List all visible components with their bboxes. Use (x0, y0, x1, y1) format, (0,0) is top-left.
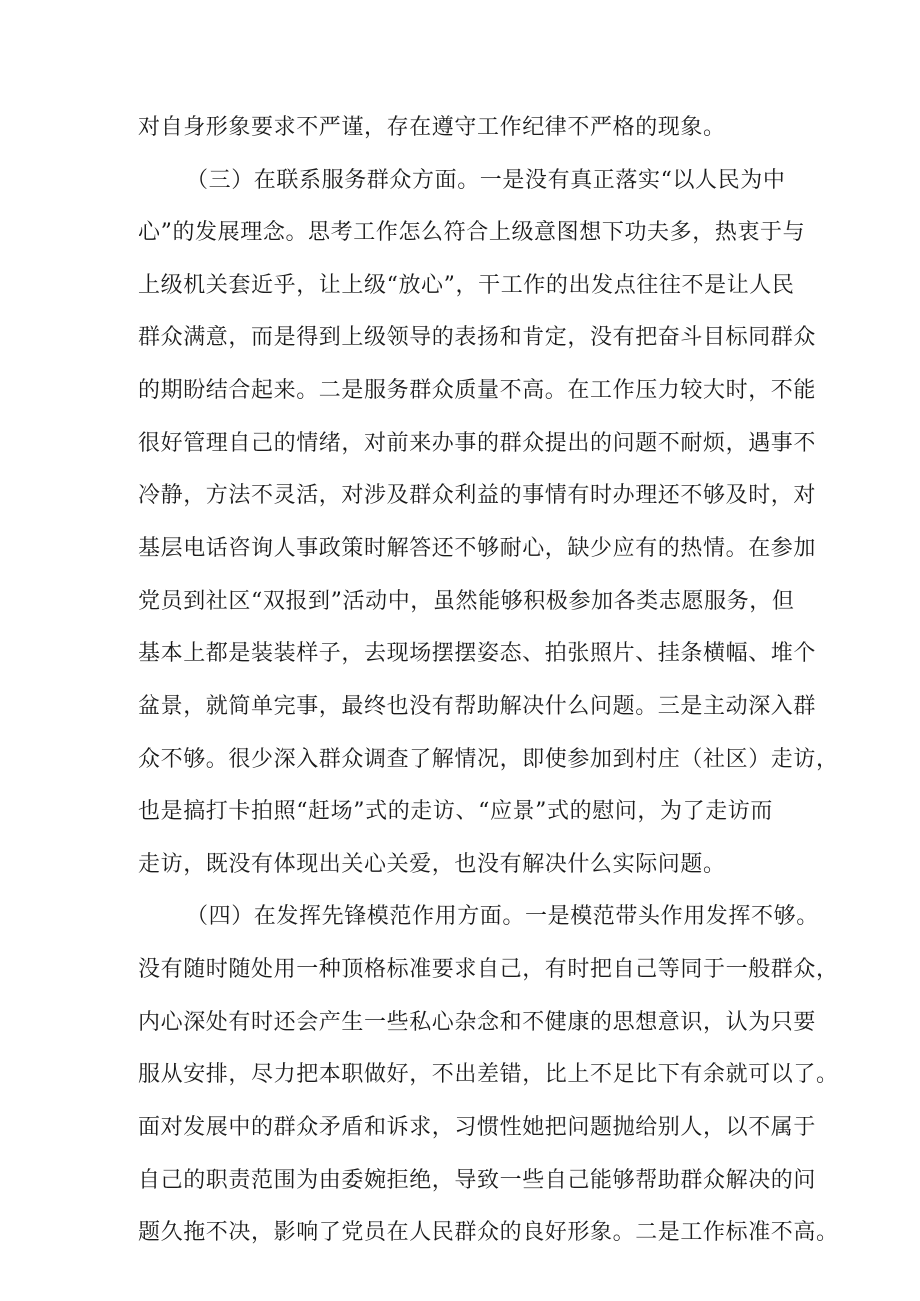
text-line: 对自身形象要求不严谨，存在遵守工作纪律不严格的现象。 (138, 115, 726, 140)
text-line: 盆景，就简单完事，最终也没有帮助解决什么问题。三是主动深入群 (138, 694, 817, 719)
text-line: 很好管理自己的情绪，对前来办事的群众提出的问题不耐烦，遇事不 (138, 431, 817, 456)
text-line: 面对发展中的群众矛盾和诉求，习惯性她把问题抛给别人，以不属于 (138, 1115, 817, 1140)
text-line: 基层电话咨询人事政策时解答还不够耐心，缺少应有的热情。在参加 (138, 536, 817, 561)
text-line: 没有随时随处用一种顶格标准要求自己，有时把自己等同于一般群众， (138, 957, 839, 982)
text-line: 题久拖不决，影响了党员在人民群众的良好形象。二是工作标准不高。 (138, 1220, 839, 1245)
text-line: 服从安排，尽力把本职做好，不出差错，比上不足比下有余就可以了。 (138, 1062, 839, 1087)
text-line: 走访，既没有体现出关心关爱，也没有解决什么实际问题。 (138, 852, 726, 877)
section-heading-line: （三）在联系服务群众方面。一是没有真正落实“以人民为中 (186, 168, 786, 193)
text-line: 众不够。很少深入群众调查了解情况，即使参加到村庄（社区）走访， (138, 747, 839, 772)
text-line: 党员到社区“双报到”活动中，虽然能够积极参加各类志愿服务，但 (138, 589, 795, 614)
text-line: 上级机关套近乎，让上级“放心”，干工作的出发点往往不是让人民 (138, 273, 795, 298)
text-line: 心”的发展理念。思考工作怎么符合上级意图想下功夫多，热衷于与 (138, 220, 806, 245)
text-line: 冷静，方法不灵活，对涉及群众利益的事情有时办理还不够及时，对 (138, 483, 817, 508)
section-heading-line: （四）在发挥先锋模范作用方面。一是模范带头作用发挥不够。 (186, 904, 819, 929)
text-line: 内心深处有时还会产生一些私心杂念和不健康的思想意识，认为只要 (138, 1010, 817, 1035)
text-line: 基本上都是装装样子，去现场摆摆姿态、拍张照片、挂条横幅、堆个 (138, 641, 817, 666)
text-line: 的期盼结合起来。二是服务群众质量不高。在工作压力较大时，不能 (138, 378, 817, 403)
text-line: 也是搞打卡拍照“赶场”式的走访、“应景”式的慰问，为了走访而 (138, 799, 773, 824)
text-line: 群众满意，而是得到上级领导的表扬和肯定，没有把奋斗目标同群众 (138, 325, 817, 350)
text-line: 自己的职责范围为由委婉拒绝，导致一些自己能够帮助群众解决的问 (138, 1168, 817, 1193)
